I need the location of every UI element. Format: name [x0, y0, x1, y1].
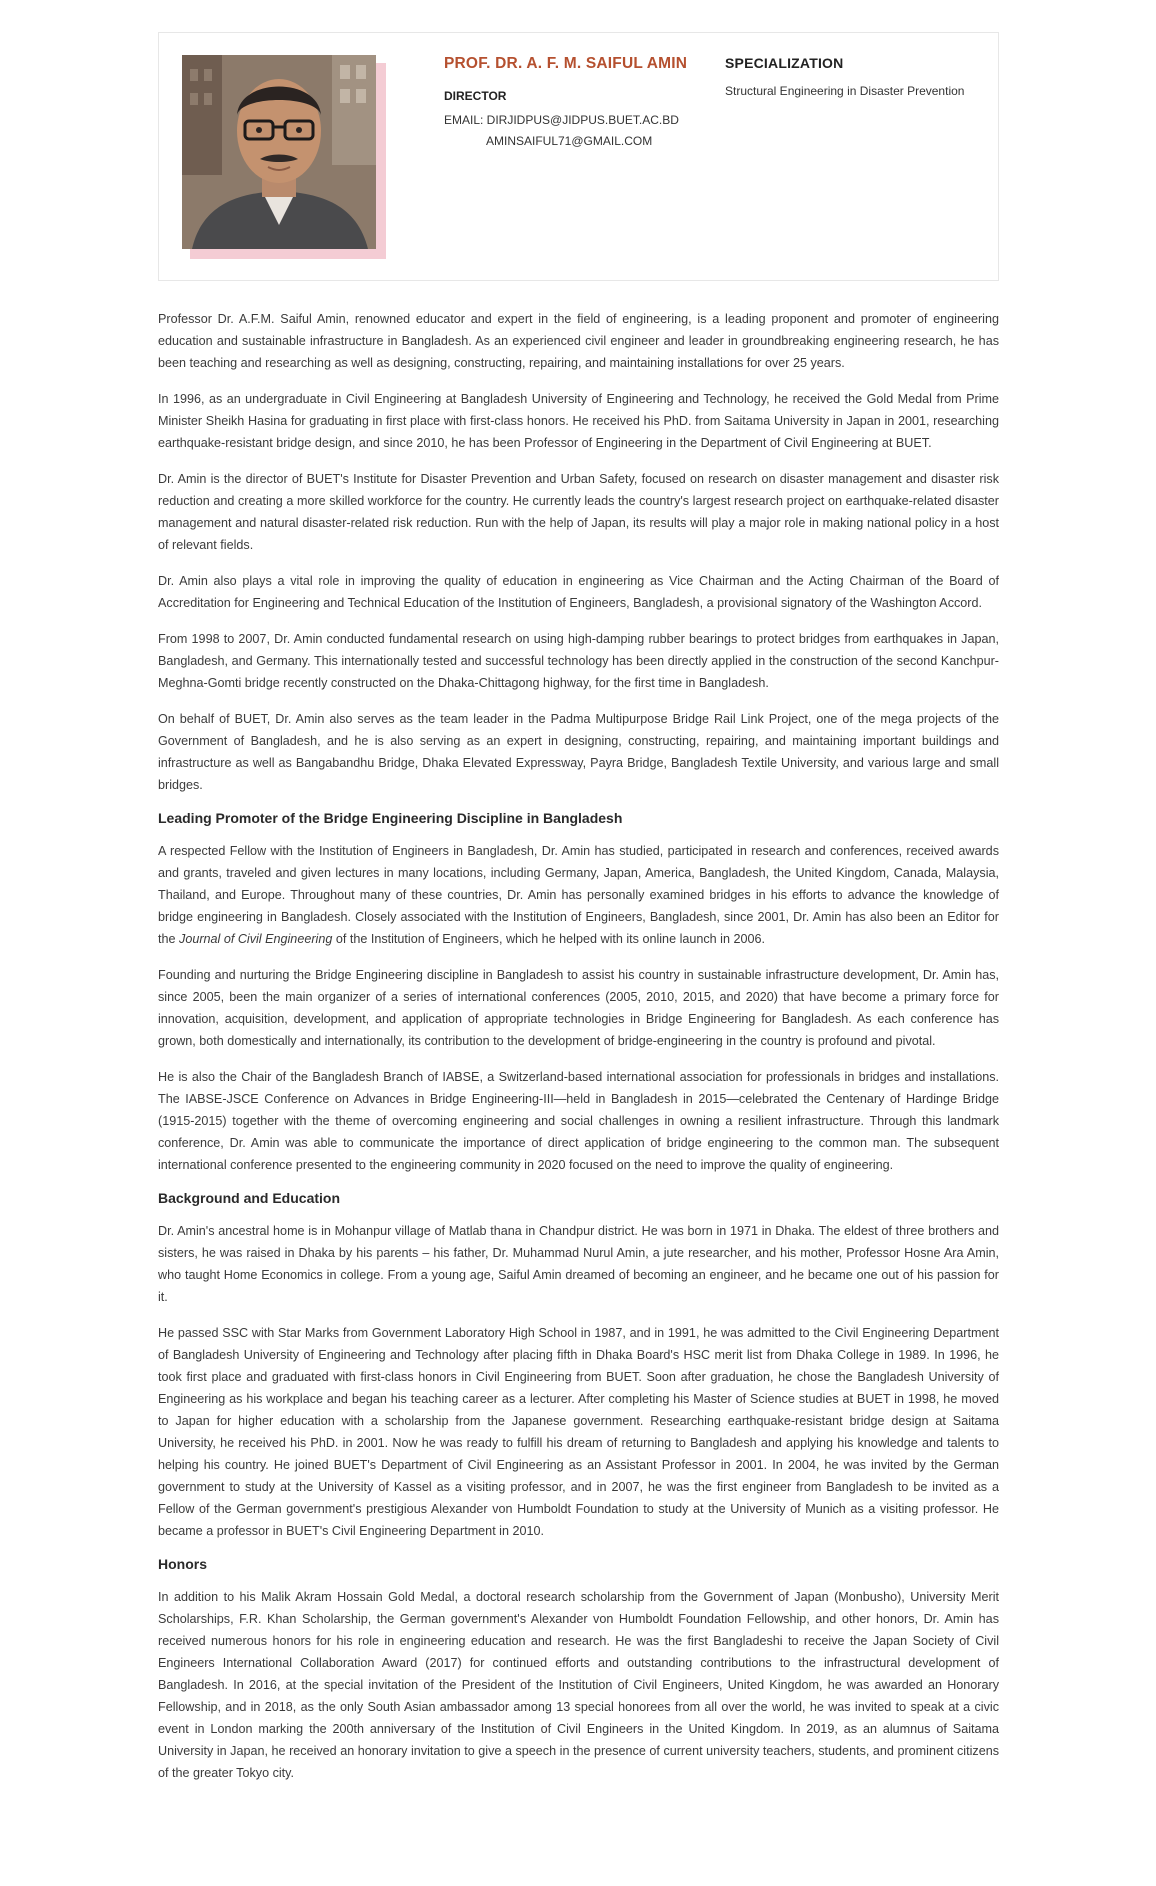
biography-content — [158, 308, 999, 1798]
intro-paragraph-3: Dr. Amin is the director of BUET's Institute for Disaster Prevention and Urban Safety, focused on research on disaster management and disaster risk reduction and creating a more skilled workforce for the country. He currently leads the country's largest research project on earthquake-related disaster management and natural disaster-related risk reduction. Run with the help of Japan, its results will play a major role in making national policy in a host of relevant fields. — [158, 472, 999, 552]
bridge-paragraph-3: He is also the Chair of the Bangladesh Branch of IABSE, a Switzerland-based international association for professionals in bridges and installations. The IABSE-JSCE Conference on Advances in Bridge Engineering-III—held in Bangladesh in 2015—celebrated the Centenary of Hardinge Bridge (1915-2015) together with the theme of overcoming engineering and social challenges in owning a resilient infrastructure. Through this landmark conference, Dr. Amin was able to communicate the importance of direct application of bridge engineering to the common man. The subsequent international conference presented to the engineering community in 2020 focused on the need to improve the quality of engineering. — [158, 1070, 999, 1172]
profile-role: DIRECTOR — [444, 89, 507, 103]
profile-card — [158, 32, 999, 281]
bridge-paragraph-2: Founding and nurturing the Bridge Engineering discipline in Bangladesh to assist his country in sustainable infrastructure development, Dr. Amin has, since 2005, been the main organizer of a series of international conferences (2005, 2010, 2015, and 2020) that have become a primary force for innovation, acquisition, development, and application of appropriate technologies in Bridge Engineering for Bangladesh. As each conference has grown, both domestically and internationally, its contribution to the development of bridge-engineering in the country is profound and pivotal. — [158, 968, 999, 1048]
profile-photo-frame — [182, 55, 386, 259]
profile-info — [444, 55, 704, 152]
background-section-heading: Background and Education — [158, 1190, 341, 1206]
specialization-block — [725, 55, 985, 98]
background-paragraph-1: Dr. Amin's ancestral home is in Mohanpur village of Matlab thana in Chandpur district. He was born in 1971 in Dhaka. The eldest of three brothers and sisters, he was raised in Dhaka by his parents – his father, Dr. Muhammad Nurul Amin, a jute researcher, and his mother, Professor Hosne Ara Amin, who taught Home Economics in college. From a young age, Saiful Amin dreamed of becoming an engineer, and he became one out of his passion for it. — [158, 1224, 999, 1304]
specialization-text: Structural Engineering in Disaster Prevention — [725, 84, 965, 98]
portrait-illustration — [182, 55, 376, 249]
intro-paragraph-6: On behalf of BUET, Dr. Amin also serves as the team leader in the Padma Multipurpose Bridge Rail Link Project, one of the mega projects of the Government of Bangladesh, and he is also serving as an expert in designing, constructing, repairing, and maintaining important buildings and infrastructure as well as Bangabandhu Bridge, Dhaka Elevated Expressway, Payra Bridge, Bangladesh Textile University, and various large and small bridges. — [158, 712, 999, 792]
email-secondary[interactable]: AMINSAIFUL71@GMAIL.COM — [486, 134, 653, 148]
profile-name: PROF. DR. A. F. M. SAIFUL AMIN — [444, 55, 688, 72]
bridge-section-heading: Leading Promoter of the Bridge Engineering Discipline in Bangladesh — [158, 810, 623, 826]
bridge-paragraph-1-end: of the Institution of Engineers, which he helped with its online launch in 2006. — [332, 932, 765, 946]
intro-paragraph-1: Professor Dr. A.F.M. Saiful Amin, renowned educator and expert in the field of engineering, is a leading proponent and promoter of engineering education and sustainable infrastructure in Bangladesh. As an experienced civil engineer and leader in groundbreaking engineering research, he has been teaching and researching as well as designing, constructing, repairing, and maintaining installations for over 25 years. — [158, 312, 999, 370]
honors-paragraph-1: In addition to his Malik Akram Hossain Gold Medal, a doctoral research scholarship from the Government of Japan (Monbusho), University Merit Scholarships, F.R. Khan Scholarship, the German government's Alexander von Humboldt Foundation Fellowship, and other honors, Dr. Amin has received numerous honors for his role in engineering education and research. He was the first Bangladeshi to receive the Japan Society of Civil Engineers International Collaboration Award (2017) for continued efforts and outstanding contributions to the infrastructural development of Bangladesh. In 2016, at the special invitation of the President of the Institution of Civil Engineers, United Kingdom, he was awarded an Honorary Fellowship, and in 2018, as the only South Asian ambassador among 13 special honorees from all over the world, he was invited to speak at a civic event in London marking the 200th anniversary of the Institution of Civil Engineers in the United Kingdom. In 2019, as an alumnus of Saitama University in Japan, he received an honorary invitation to give a speech in the presence of current university teachers, students, and prominent citizens of the greater Tokyo city. — [158, 1590, 999, 1780]
background-paragraph-2: He passed SSC with Star Marks from Government Laboratory High School in 1987, and in 1991, he was admitted to the Civil Engineering Department of Bangladesh University of Engineering and Technology after placing fifth in Dhaka Board's HSC merit list from Dhaka College in 1989. In 1996, he took first place and graduated with first-class honors in Civil Engineering from BUET. Soon after graduation, he chose the Bangladesh University of Engineering as his workplace and began his teaching career as a lecturer. After completing his Master of Science studies at BUET in 1998, he moved to Japan for higher education with a scholarship from the Japanese government. Researching earthquake-resistant bridge design at Saitama University, he received his PhD. in 2001. Now he was ready to fulfill his dream of returning to Bangladesh and applying his knowledge and talents to helping his country. He joined BUET's Department of Civil Engineering as an Assistant Professor in 2001. In 2004, he was invited by the German government to study at the University of Kassel as a visiting professor, and in 2007, he was the first engineer from Bangladesh to be invited as a Fellow of the German government's prestigious Alexander von Humboldt Foundation to study at the University of Munich as a visiting professor. He became a professor in BUET's Civil Engineering Department in 2010. — [158, 1326, 999, 1538]
profile-photo — [182, 55, 376, 249]
specialization-title: SPECIALIZATION — [725, 55, 844, 71]
bridge-paragraph-1-start: A respected Fellow with the Institution of Engineers in Bangladesh, Dr. Amin has studied, participated in research and conferences, received awards and grants, traveled and given lectures in many locations, including Germany, Japan, America, Bangladesh, the United Kingdom, Canada, Malaysia, Thailand, and Europe. Throughout many of these countries, Dr. Amin has personally examined bridges in his efforts to advance the knowledge of bridge engineering in Bangladesh. Closely associated with the Institution of Engineers, Bangladesh, since 2001, Dr. Amin has also been an Editor for the — [158, 844, 999, 946]
intro-paragraph-2: In 1996, as an undergraduate in Civil Engineering at Bangladesh University of Engineering and Technology, he received the Gold Medal from Prime Minister Sheikh Hasina for graduating in first place with first-class honors. He received his PhD. from Saitama University in Japan in 2001, researching earthquake-resistant bridge design, and since 2010, he has been Professor of Engineering in the Department of Civil Engineering at BUET. — [158, 392, 999, 450]
email-primary[interactable]: EMAIL: DIRJIDPUS@JIDPUS.BUET.AC.BD — [444, 113, 679, 127]
honors-section-heading: Honors — [158, 1556, 207, 1572]
journal-title: Journal of Civil Engineering — [179, 932, 333, 946]
bridge-paragraph-1 — [158, 840, 999, 950]
intro-paragraph-5: From 1998 to 2007, Dr. Amin conducted fundamental research on using high-damping rubber bearings to protect bridges from earthquakes in Japan, Bangladesh, and Germany. This internationally tested and successful technology has been directly applied in the construction of the second Kanchpur-Meghna-Gomti bridge recently constructed on the Dhaka-Chittagong highway, for the first time in Bangladesh. — [158, 632, 999, 690]
intro-paragraph-4: Dr. Amin also plays a vital role in improving the quality of education in engineering as Vice Chairman and the Acting Chairman of the Board of Accreditation for Engineering and Technical Education of the Institution of Engineers, Bangladesh, a provisional signatory of the Washington Accord. — [158, 574, 999, 610]
